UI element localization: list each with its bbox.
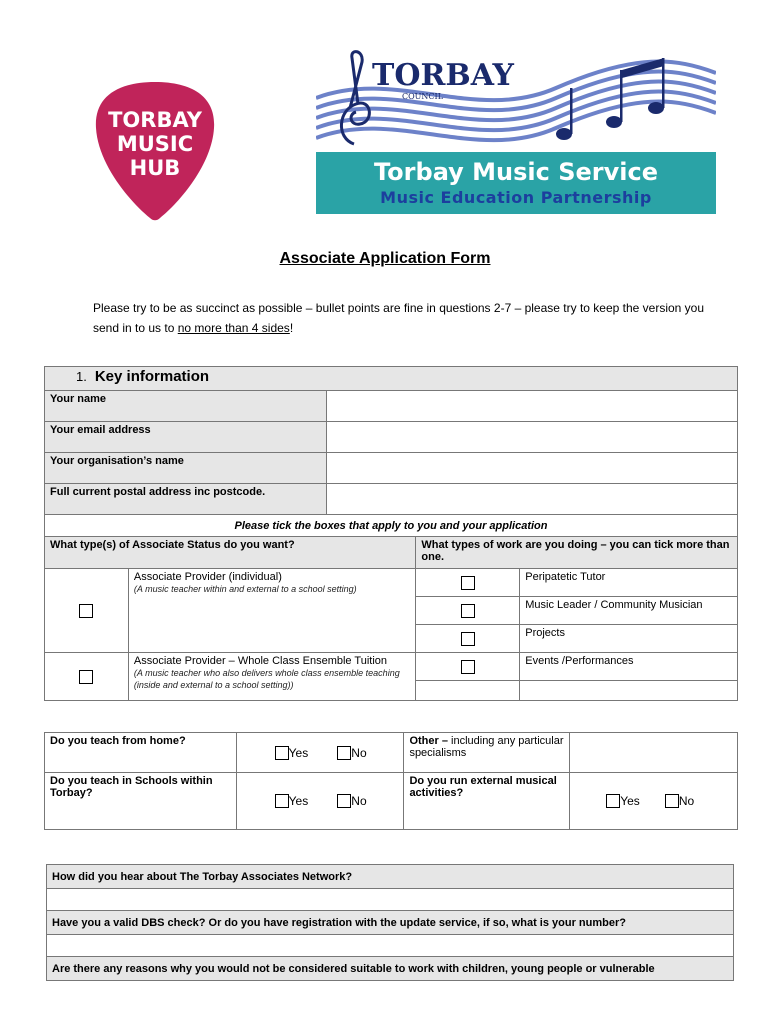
status-option-note: (A music teacher within and external to a school setting) — [133, 584, 357, 594]
question-home: Do you teach from home? — [45, 733, 237, 773]
work-option: Music Leader / Community Musician — [520, 597, 738, 625]
empty-cell — [416, 681, 520, 701]
status-checkbox-cell — [45, 569, 129, 653]
other-specialisms-label — [404, 733, 570, 773]
organisation-field[interactable] — [326, 453, 737, 484]
question-how-heard: How did you hear about The Torbay Associates Network? — [47, 865, 734, 889]
empty-cell — [520, 681, 738, 701]
status-option-title: Associate Provider – Whole Class Ensemble Tuition — [133, 655, 388, 667]
intro-part1: Please try to be as succinct as possible – bullet points are fine in questions 2-7 – please try to keep the version you send in to us to — [93, 301, 705, 335]
hub-logo-text: TORBAY MUSIC HUB — [108, 108, 202, 180]
field-label: Your email address — [45, 422, 327, 453]
your-name-field[interactable] — [326, 391, 737, 422]
service-title: Torbay Music Service — [374, 158, 658, 186]
intro-text — [93, 298, 733, 338]
question-schools: Do you teach in Schools within Torbay? — [45, 773, 237, 830]
torbay-music-hub-logo — [94, 80, 216, 222]
field-label: Your organisation’s name — [45, 453, 327, 484]
answer-external — [570, 773, 738, 830]
questions-table — [46, 864, 734, 981]
intro-part2: ! — [289, 321, 294, 335]
work-option: Peripatetic Tutor — [520, 569, 738, 597]
form-title: Associate Application Form — [279, 250, 491, 267]
council-sub: COUNCIL — [402, 92, 444, 101]
tick-instruction: Please tick the boxes that apply to you and your application — [45, 515, 738, 537]
answer-how-heard[interactable] — [47, 889, 734, 911]
yes-checkbox-external[interactable] — [606, 794, 620, 808]
other-specialisms-field[interactable] — [570, 733, 738, 773]
other-rest: including any particular specialisms — [409, 735, 564, 759]
work-option: Events /Performances — [520, 653, 738, 681]
yes-label: Yes — [288, 794, 309, 808]
status-header: What type(s) of Associate Status do you want? — [45, 537, 416, 569]
torbay-music-service-logo — [316, 48, 716, 214]
section-heading: Key information — [94, 368, 210, 385]
field-label: Your name — [45, 391, 327, 422]
key-information-table — [44, 366, 738, 701]
postal-address-field[interactable] — [326, 484, 737, 515]
answer-dbs[interactable] — [47, 935, 734, 957]
work-checkbox-peripatetic[interactable] — [461, 576, 475, 590]
yes-checkbox-schools[interactable] — [275, 794, 289, 808]
question-external: Do you run external musical activities? — [404, 773, 570, 830]
no-label: No — [678, 794, 695, 808]
answer-schools — [236, 773, 404, 830]
answer-home — [236, 733, 404, 773]
status-checkbox-cell — [45, 653, 129, 701]
no-checkbox-external[interactable] — [665, 794, 679, 808]
status-option-title: Associate Provider (individual) — [133, 571, 282, 583]
work-checkbox-cell — [416, 569, 520, 597]
intro-underlined: no more than 4 sides — [177, 321, 290, 335]
yes-label: Yes — [620, 794, 640, 808]
status-checkbox-whole-class[interactable] — [79, 670, 93, 684]
yes-label: Yes — [288, 745, 309, 760]
work-header: What types of work are you doing – you can tick more than one. — [416, 537, 738, 569]
question-suitability: Are there any reasons why you would not be considered suitable to work with children, young people or vulnerable — [47, 957, 734, 981]
service-subtitle: Music Education Partnership — [380, 188, 652, 207]
work-checkbox-music-leader[interactable] — [461, 604, 475, 618]
section-header — [45, 367, 738, 391]
work-checkbox-cell — [416, 653, 520, 681]
status-option — [128, 653, 416, 701]
status-option — [128, 569, 416, 653]
work-checkbox-events[interactable] — [461, 660, 475, 674]
section-number: 1. — [76, 369, 87, 384]
no-label: No — [351, 745, 367, 760]
yes-checkbox-home[interactable] — [275, 746, 289, 760]
status-option-note: (A music teacher who also delivers whole class ensemble teaching (inside and external to a school setting)) — [133, 668, 400, 690]
status-checkbox-individual[interactable] — [79, 604, 93, 618]
no-checkbox-schools[interactable] — [337, 794, 351, 808]
other-bold: Other – — [409, 735, 448, 747]
no-checkbox-home[interactable] — [337, 746, 351, 760]
no-label: No — [351, 794, 367, 808]
email-field[interactable] — [326, 422, 737, 453]
question-dbs: Have you a valid DBS check? Or do you have registration with the update service, if so, what is your number? — [47, 911, 734, 935]
teaching-table — [44, 732, 738, 830]
field-label: Full current postal address inc postcode. — [45, 484, 327, 515]
work-checkbox-projects[interactable] — [461, 632, 475, 646]
work-checkbox-cell — [416, 597, 520, 625]
work-option: Projects — [520, 625, 738, 653]
work-checkbox-cell — [416, 625, 520, 653]
council-name: TORBAY — [372, 58, 514, 93]
